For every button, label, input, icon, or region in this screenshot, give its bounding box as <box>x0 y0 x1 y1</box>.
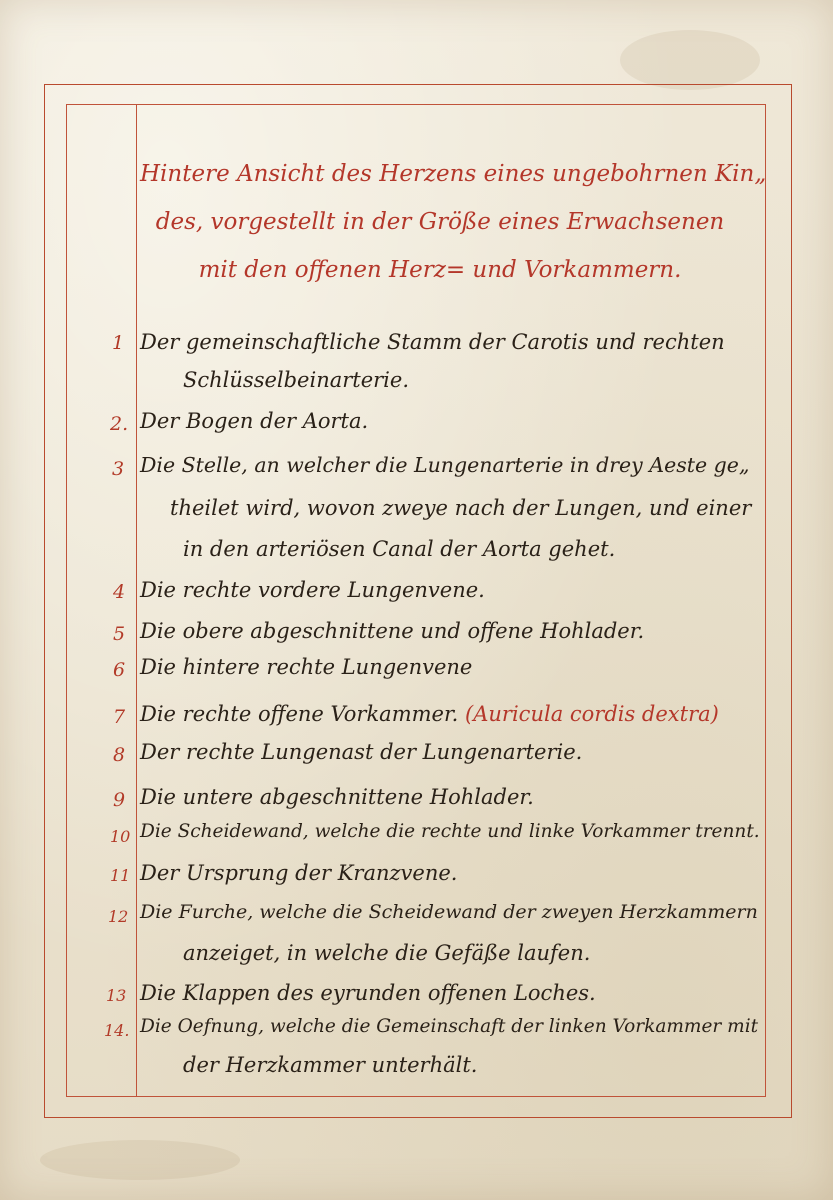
entry-number: 2. <box>110 413 129 435</box>
entry-text: Der rechte Lungenast der Lungenarterie. <box>140 740 583 764</box>
entry-number: 13 <box>106 986 127 1005</box>
entry-number: 6 <box>113 659 126 681</box>
entry-text: Die rechte vordere Lungenvene. <box>140 578 485 602</box>
entry-text: Die Klappen des eyrunden offenen Loches. <box>140 981 596 1005</box>
entry-number: 9 <box>113 789 126 811</box>
entry-number: 8 <box>113 744 126 766</box>
entry-text-part: Die rechte offene Vorkammer. <box>140 702 459 726</box>
latin-term: (Auricula cordis dextra) <box>465 702 719 726</box>
entry-text: der Herzkammer unterhält. <box>183 1053 478 1077</box>
entry-number: 5 <box>113 623 126 645</box>
entry-text: anzeiget, in welche die Gefäße laufen. <box>183 941 591 965</box>
entry-text <box>140 702 719 726</box>
entry-number: 1 <box>112 332 125 354</box>
title-line-3: mit den offenen Herz= und Vorkammern. <box>198 257 682 283</box>
entry-number: 4 <box>113 581 126 603</box>
entry-number: 14. <box>104 1021 130 1040</box>
entry-text: Die Scheidewand, welche die rechte und linke Vorkammer trennt. <box>140 821 760 842</box>
entry-text: Die obere abgeschnittene und offene Hohlader. <box>140 619 645 643</box>
entry-text: Die Stelle, an welcher die Lungenarterie in drey Aeste ge„ <box>140 453 750 477</box>
entry-text: in den arteriösen Canal der Aorta gehet. <box>183 537 616 561</box>
entry-text: theilet wird, wovon zweye nach der Lungen, und einer <box>170 496 752 520</box>
entry-text: Der Bogen der Aorta. <box>140 409 369 433</box>
entry-text: Die Oefnung, welche die Gemeinschaft der linken Vorkammer mit <box>140 1016 759 1037</box>
entry-text: Der gemeinschaftliche Stamm der Carotis und rechten <box>140 330 725 354</box>
entry-text: Schlüsselbeinarterie. <box>183 368 410 392</box>
entry-number: 3 <box>112 458 125 480</box>
title-line-1: Hintere Ansicht des Herzens eines ungebohrnen Kin„ <box>140 161 767 187</box>
entry-text: Die hintere rechte Lungenvene <box>140 655 473 679</box>
entry-number: 10 <box>110 827 131 846</box>
entry-text: Die untere abgeschnittene Hohlader. <box>140 785 534 809</box>
entry-number: 7 <box>113 706 126 728</box>
entry-text: Der Ursprung der Kranzvene. <box>140 861 458 885</box>
entry-number: 11 <box>110 866 131 885</box>
title-line-2: des, vorgestellt in der Größe eines Erwachsenen <box>155 209 725 235</box>
entry-text: Die Furche, welche die Scheidewand der zweyen Herzkammern <box>140 901 758 923</box>
entry-number: 12 <box>108 907 129 926</box>
